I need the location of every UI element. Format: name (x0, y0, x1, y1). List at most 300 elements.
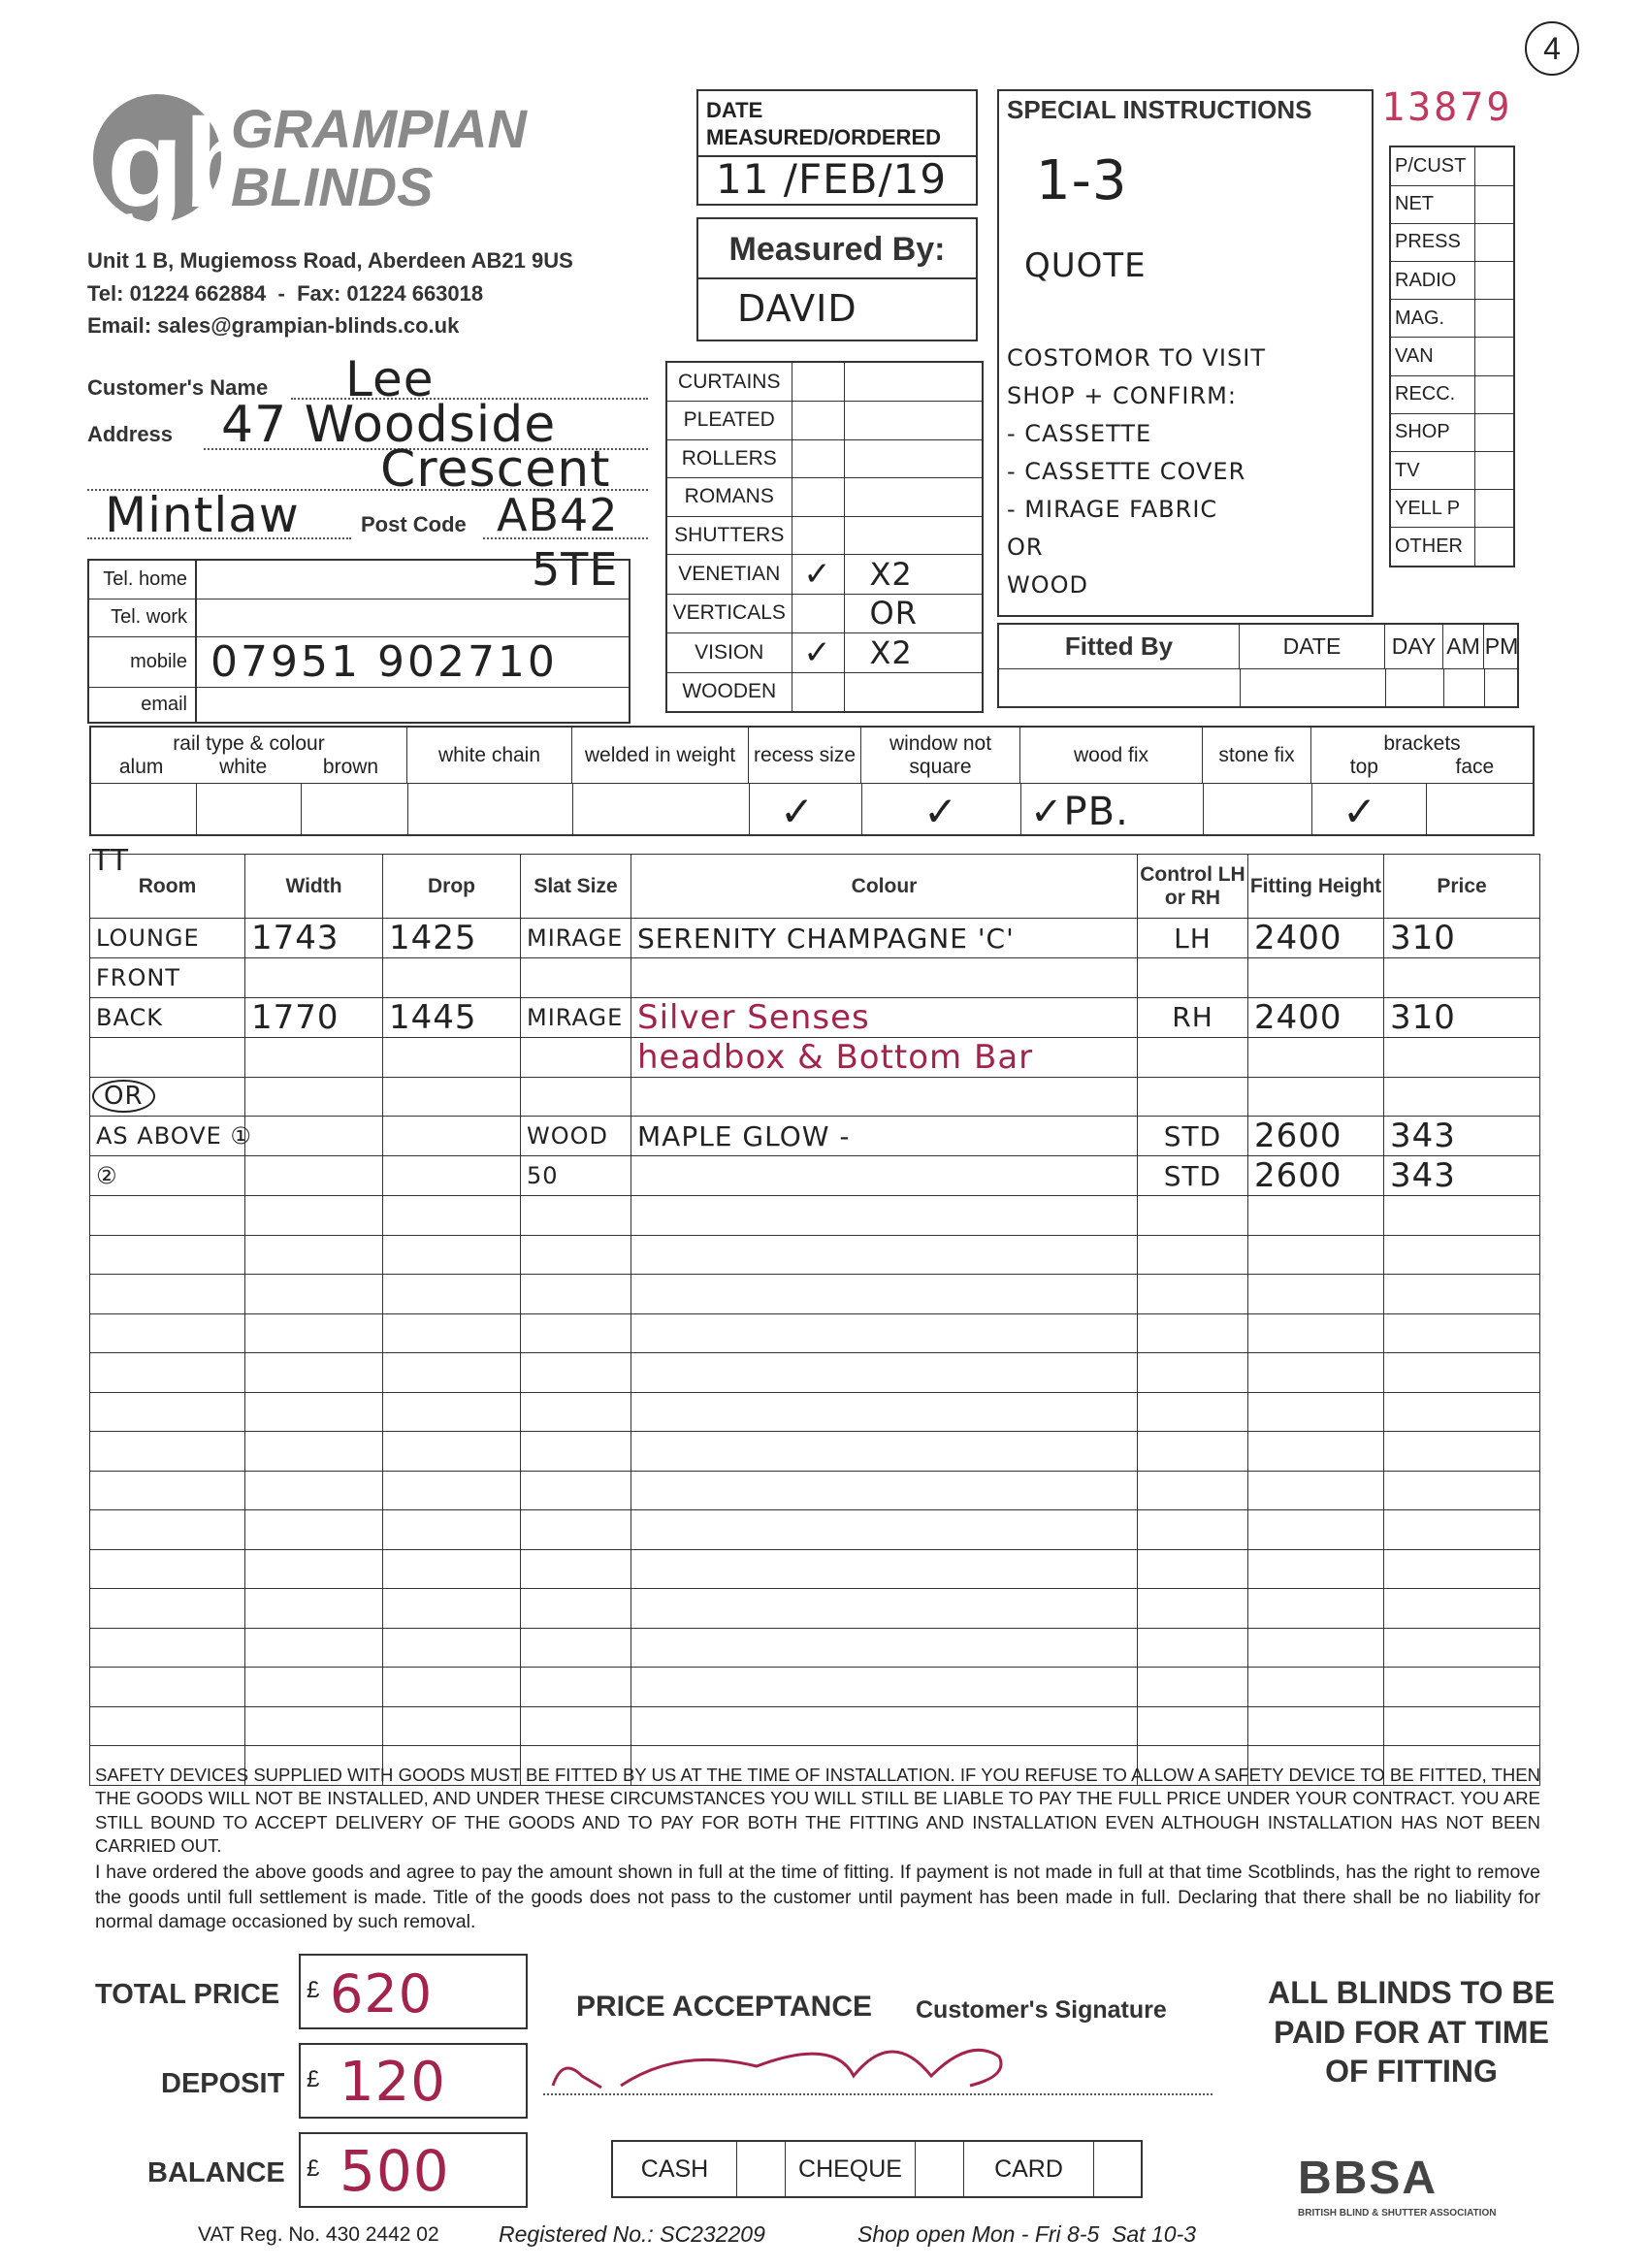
cell-colour (631, 1313, 1138, 1353)
blind-type-label: VENETIAN (667, 555, 792, 595)
blind-type-tick[interactable] (792, 672, 844, 711)
cell-drop (383, 1471, 521, 1510)
cell-price (1384, 1313, 1540, 1353)
cell-drop (383, 1706, 521, 1746)
cell-room (90, 1432, 245, 1472)
blind-type-label: PLEATED (667, 402, 792, 440)
cell-height: 2600 (1248, 1156, 1384, 1196)
safety-disclaimer: SAFETY DEVICES SUPPLIED WITH GOODS MUST BE FITTED BY US AT THE TIME OF INSTALLATION. IF YOU REFUSE TO ALLOW A SAFETY DEVICE TO BE FITTED, THEN THE GOODS WILL NOT BE INSTALLED, AND UNDER THESE CIRCUMSTANCES YOU WILL STILL BE LIABLE TO PAY THE FULL PRICE UNDER YOUR CONTRACT. YOU ARE STILL BOUND TO ACCEPT DELIVERY OF THE GOODS AND TO PAY FOR BOTH THE FITTING AND INSTALLATION EVEN ALTHOUGH INSTALLATION HAS NOT BEEN CARRIED OUT. (95, 1765, 1540, 1857)
cell-colour (631, 1353, 1138, 1393)
cell-slat: 50 (521, 1156, 631, 1196)
table-row (90, 1471, 1540, 1510)
cell-drop (383, 1117, 521, 1156)
cell-height (1248, 1313, 1384, 1353)
cell-slat (521, 1589, 631, 1629)
cell-height (1248, 1077, 1384, 1117)
cell-slat (521, 1628, 631, 1668)
cash-label: CASH (613, 2142, 737, 2196)
cell-width (245, 958, 383, 998)
email-label: email (89, 687, 196, 722)
table-row (90, 1668, 1540, 1707)
window-tick: ✓ (923, 788, 959, 835)
company-logo (87, 92, 261, 234)
cell-room: LOUNGE (90, 919, 245, 958)
source-check[interactable] (1474, 262, 1513, 300)
cell-colour: headbox & Bottom Bar (631, 1037, 1138, 1077)
date-label-2: MEASURED/ORDERED (706, 124, 942, 149)
special-instructions-box (997, 89, 1374, 617)
fitted-am-label: AM (1443, 625, 1484, 669)
special-notes (1007, 340, 1266, 604)
cell-control: RH (1138, 997, 1248, 1037)
special-line-1: 1-3 (1036, 149, 1128, 212)
postcode-value-2: 5TE (532, 543, 619, 596)
cell-colour: Silver Senses (631, 997, 1138, 1037)
cell-colour (631, 1275, 1138, 1314)
cell-width (245, 1353, 383, 1393)
cell-price (1384, 1275, 1540, 1314)
cell-slat (521, 1313, 631, 1353)
cell-drop (383, 1392, 521, 1432)
tel-work-label: Tel. work (89, 599, 196, 636)
phone-table (87, 559, 630, 724)
company-name-1: GRAMPIAN (231, 98, 527, 159)
date-value: 11 /FEB/19 (716, 155, 948, 203)
cell-slat (521, 1668, 631, 1707)
blind-type-note: X2 (844, 555, 982, 595)
cell-slat (521, 958, 631, 998)
postcode-value-1: AB42 (497, 489, 619, 541)
cell-height (1248, 958, 1384, 998)
cheque-box[interactable] (916, 2142, 964, 2196)
company-email: Email: sales@grampian-blinds.co.uk (87, 313, 460, 338)
recess-tick: ✓ (780, 788, 816, 835)
total-price-box (299, 1954, 528, 2029)
cell-room (90, 1510, 245, 1550)
col-colour: Colour (631, 855, 1138, 919)
fitted-day-label: DAY (1385, 625, 1443, 669)
cell-price: 343 (1384, 1117, 1540, 1156)
cell-height (1248, 1275, 1384, 1314)
fitted-date-label: DATE (1240, 625, 1385, 669)
cell-width (245, 1549, 383, 1589)
blind-type-note (844, 516, 982, 555)
table-row (90, 1275, 1540, 1314)
cell-drop (383, 1589, 521, 1629)
cell-drop (383, 1156, 521, 1196)
source-check[interactable] (1474, 452, 1513, 490)
cell-width (245, 1156, 383, 1196)
cell-room (90, 1235, 245, 1275)
table-row (90, 1510, 1540, 1550)
table-row (90, 1706, 1540, 1746)
cell-height (1248, 1589, 1384, 1629)
cell-width (245, 1706, 383, 1746)
cell-room: FRONT (90, 958, 245, 998)
cell-price (1384, 1432, 1540, 1472)
cell-colour (631, 1471, 1138, 1510)
cell-room (90, 1275, 245, 1314)
blind-types-table (665, 361, 984, 713)
cell-height (1248, 1037, 1384, 1077)
cell-room (90, 1196, 245, 1236)
cell-room (90, 1077, 245, 1117)
table-row (90, 1313, 1540, 1353)
cell-slat (521, 1353, 631, 1393)
cell-control (1138, 1353, 1248, 1393)
cell-drop (383, 1510, 521, 1550)
fitted-by-label: Fitted By (999, 625, 1240, 669)
customer-signature (543, 2018, 1048, 2105)
cell-price (1384, 1510, 1540, 1550)
blind-type-label: SHUTTERS (667, 516, 792, 555)
table-row (90, 997, 1540, 1037)
cell-price (1384, 1353, 1540, 1393)
blind-type-tick[interactable] (792, 363, 844, 402)
wood-fix-value: ✓PB. (1030, 790, 1129, 834)
cell-price (1384, 1077, 1540, 1117)
col-control: Control LH or RH (1138, 855, 1248, 919)
blind-type-label: CURTAINS (667, 363, 792, 402)
cell-price: 310 (1384, 919, 1540, 958)
source-label: TV (1391, 452, 1474, 490)
cell-colour: MAPLE GLOW - (631, 1117, 1138, 1156)
cell-slat (521, 1510, 631, 1550)
payment-notice: ALL BLINDS TO BE PAID FOR AT TIME OF FITTING (1268, 1975, 1555, 2090)
tel-home-label: Tel. home (89, 561, 196, 599)
face-label: face (1455, 755, 1495, 778)
cell-drop (383, 1196, 521, 1236)
cell-height (1248, 1235, 1384, 1275)
wood-fix-label: wood fix (1020, 728, 1203, 784)
blind-type-note: X2 (844, 632, 982, 672)
table-row (90, 958, 1540, 998)
customer-name: Lee (345, 351, 435, 407)
tel-home-value (196, 561, 629, 599)
customer-name-label: Customer's Name (87, 375, 269, 400)
blind-type-tick[interactable] (792, 402, 844, 440)
cell-width (245, 1668, 383, 1707)
top-label: top (1349, 755, 1378, 778)
currency: £ (307, 1977, 320, 2003)
cell-room: AS ABOVE ① (90, 1117, 245, 1156)
cell-control (1138, 1275, 1248, 1314)
cell-drop (383, 1549, 521, 1589)
cell-slat (521, 1471, 631, 1510)
cell-height (1248, 1668, 1384, 1707)
cell-drop (383, 1037, 521, 1077)
table-row (90, 1353, 1540, 1393)
currency: £ (307, 2066, 320, 2092)
source-check[interactable] (1474, 528, 1513, 566)
source-check[interactable] (1474, 223, 1513, 261)
cell-width (245, 1392, 383, 1432)
cell-price (1384, 1392, 1540, 1432)
cell-slat (521, 1037, 631, 1077)
room-mark: TT (92, 844, 130, 878)
cell-colour (631, 1668, 1138, 1707)
source-label: MAG. (1391, 300, 1474, 338)
cell-room (90, 1313, 245, 1353)
table-row (90, 1589, 1540, 1629)
cell-control (1138, 958, 1248, 998)
cell-slat (521, 1196, 631, 1236)
note-line: WOOD (1007, 571, 1088, 599)
table-row (90, 1235, 1540, 1275)
cell-slat (521, 1077, 631, 1117)
cell-width (245, 1196, 383, 1236)
note-line: SHOP + CONFIRM: (1007, 382, 1237, 409)
col-drop: Drop (383, 855, 521, 919)
blind-type-label: VERTICALS (667, 595, 792, 633)
source-check[interactable] (1474, 375, 1513, 413)
cell-drop (383, 1668, 521, 1707)
source-label: NET (1391, 185, 1474, 223)
cell-control (1138, 1628, 1248, 1668)
cell-room (90, 1706, 245, 1746)
blind-type-note (844, 439, 982, 478)
col-price: Price (1384, 855, 1540, 919)
measured-by-box (696, 217, 978, 341)
options-table (89, 726, 1535, 836)
cell-colour (631, 1156, 1138, 1196)
blind-type-note (844, 402, 982, 440)
source-check[interactable] (1474, 338, 1513, 375)
cell-control (1138, 1471, 1248, 1510)
cell-width (245, 1117, 383, 1156)
cell-room (90, 1353, 245, 1393)
cell-room (90, 1628, 245, 1668)
cell-price (1384, 958, 1540, 998)
rail-type-label: rail type & colour (173, 731, 325, 755)
source-label: YELL P (1391, 490, 1474, 528)
cell-control (1138, 1510, 1248, 1550)
table-row (90, 1432, 1540, 1472)
cash-box[interactable] (737, 2142, 786, 2196)
cell-room (90, 1037, 245, 1077)
cell-height (1248, 1510, 1384, 1550)
cell-room (90, 1668, 245, 1707)
cell-room (90, 1392, 245, 1432)
col-width: Width (245, 855, 383, 919)
cell-room (90, 1589, 245, 1629)
deposit-box (299, 2043, 528, 2119)
cell-colour (631, 1432, 1138, 1472)
total-price-label: TOTAL PRICE (95, 1979, 280, 2010)
note-line: - MIRAGE FABRIC (1007, 496, 1218, 523)
cell-drop (383, 958, 521, 998)
card-box[interactable] (1094, 2142, 1141, 2196)
cell-control (1138, 1313, 1248, 1353)
table-row (90, 1117, 1540, 1156)
blind-type-label: ROMANS (667, 478, 792, 517)
cell-width (245, 1235, 383, 1275)
blind-type-tick[interactable] (792, 439, 844, 478)
company-tel: Tel: 01224 662884 - Fax: 01224 663018 (87, 281, 484, 306)
table-row (90, 919, 1540, 958)
cell-price (1384, 1196, 1540, 1236)
cell-drop (383, 1077, 521, 1117)
bbsa-sub: BRITISH BLIND & SHUTTER ASSOCIATION (1298, 2208, 1497, 2219)
special-instructions-label: SPECIAL INSTRUCTIONS (1007, 95, 1312, 124)
source-label: P/CUST (1391, 147, 1474, 185)
cell-height (1248, 1432, 1384, 1472)
cell-slat (521, 1549, 631, 1589)
alum-label: alum (118, 755, 164, 778)
cell-slat: MIRAGE (521, 997, 631, 1037)
blind-type-tick[interactable] (792, 516, 844, 555)
currency: £ (307, 2155, 320, 2182)
mobile-label: mobile (89, 636, 196, 687)
table-row (90, 1392, 1540, 1432)
source-check[interactable] (1474, 185, 1513, 223)
cell-slat (521, 1392, 631, 1432)
cell-price (1384, 1706, 1540, 1746)
cell-drop (383, 1235, 521, 1275)
cell-price: 310 (1384, 997, 1540, 1037)
cell-height (1248, 1392, 1384, 1432)
cell-control: LH (1138, 919, 1248, 958)
cell-colour (631, 958, 1138, 998)
cell-width (245, 1037, 383, 1077)
cell-control: STD (1138, 1117, 1248, 1156)
card-label: CARD (964, 2142, 1094, 2196)
cell-price (1384, 1628, 1540, 1668)
cell-colour (631, 1706, 1138, 1746)
col-slat: Slat Size (521, 855, 631, 919)
table-row (90, 1549, 1540, 1589)
mobile-value: 07951 902710 (196, 636, 629, 687)
fitted-pm-label: PM (1484, 625, 1519, 669)
cell-price (1384, 1589, 1540, 1629)
date-label-1: DATE (706, 98, 763, 122)
cell-colour (631, 1628, 1138, 1668)
address-value-1: 47 Woodside (221, 396, 557, 454)
blind-type-tick[interactable]: ✓ (792, 632, 844, 672)
cell-room (90, 1471, 245, 1510)
col-room: TT Room (90, 855, 245, 919)
cell-width (245, 1313, 383, 1353)
measured-by-value: DAVID (737, 287, 857, 330)
blind-type-note (844, 363, 982, 402)
blind-type-tick[interactable] (792, 595, 844, 633)
email-value (196, 687, 629, 722)
cell-room (90, 1549, 245, 1589)
cell-slat (521, 1275, 631, 1314)
cell-control (1138, 1668, 1248, 1707)
blind-type-label: WOODEN (667, 672, 792, 711)
special-line-2: QUOTE (1024, 246, 1147, 285)
cell-drop (383, 1628, 521, 1668)
brackets-label: brackets (1383, 731, 1461, 755)
white-chain-label: white chain (407, 728, 572, 784)
cell-height (1248, 1706, 1384, 1746)
cell-price (1384, 1037, 1540, 1077)
price-acceptance-label: PRICE ACCEPTANCE (576, 1991, 873, 2023)
logo-initials: gb (107, 92, 261, 234)
cell-width (245, 1589, 383, 1629)
top-tick: ✓ (1342, 788, 1378, 835)
blind-type-tick[interactable] (792, 478, 844, 517)
cell-control: STD (1138, 1156, 1248, 1196)
source-check[interactable] (1474, 300, 1513, 338)
cell-control (1138, 1196, 1248, 1236)
address-label: Address (87, 422, 174, 446)
total-price-value: 620 (330, 1963, 434, 2025)
cell-height (1248, 1471, 1384, 1510)
shop-hours: Shop open Mon - Fri 8-5 Sat 10-3 (857, 2221, 1197, 2247)
cell-height (1248, 1628, 1384, 1668)
source-label: RADIO (1391, 262, 1474, 300)
payment-disclaimer: I have ordered the above goods and agree to pay the amount shown in full at the time of fitting. If payment is not made in full at that time Scotblinds, has the right to remove the goods until full settlement is made. Title of the goods does not pass to the customer until payment has been made in full. Declaring that there shall be no liability for normal damage occasioned by such removal. (95, 1862, 1540, 1933)
table-row (90, 1156, 1540, 1196)
note-line: COSTOMOR TO VISIT (1007, 344, 1266, 372)
blind-type-tick[interactable]: ✓ (792, 555, 844, 595)
cell-control (1138, 1392, 1248, 1432)
source-label: SHOP (1391, 413, 1474, 451)
cell-control (1138, 1235, 1248, 1275)
deposit-label: DEPOSIT (161, 2068, 285, 2099)
cell-width (245, 1471, 383, 1510)
page-number: 4 (1525, 21, 1579, 76)
source-check[interactable] (1474, 413, 1513, 451)
cell-colour (631, 1589, 1138, 1629)
payment-methods (611, 2140, 1143, 2198)
cell-width: 1770 (245, 997, 383, 1037)
source-label: OTHER (1391, 528, 1474, 566)
cell-width (245, 1432, 383, 1472)
blind-type-label: ROLLERS (667, 439, 792, 478)
blind-type-note (844, 478, 982, 517)
cheque-label: CHEQUE (786, 2142, 916, 2196)
window-label: window not square (861, 728, 1020, 784)
source-list (1389, 146, 1515, 567)
recess-label: recess size (749, 728, 861, 784)
cell-control (1138, 1037, 1248, 1077)
cell-colour (631, 1392, 1138, 1432)
col-height: Fitting Height (1248, 855, 1384, 919)
source-label: VAN (1391, 338, 1474, 375)
cell-price (1384, 1471, 1540, 1510)
signature-label: Customer's Signature (916, 1996, 1167, 2024)
tel-work-value (196, 599, 629, 636)
cell-control (1138, 1706, 1248, 1746)
table-row (90, 1037, 1540, 1077)
cell-slat: WOOD (521, 1117, 631, 1156)
brown-label: brown (322, 755, 379, 778)
vat-reg: VAT Reg. No. 430 2442 02 (198, 2223, 439, 2246)
table-row (90, 1196, 1540, 1236)
cell-drop: 1445 (383, 997, 521, 1037)
cell-width (245, 1628, 383, 1668)
cell-drop (383, 1275, 521, 1314)
note-line: - CASSETTE (1007, 420, 1152, 447)
deposit-value: 120 (340, 2051, 446, 2114)
postcode-label: Post Code (361, 512, 467, 536)
source-label: RECC. (1391, 375, 1474, 413)
source-check[interactable] (1474, 490, 1513, 528)
registered-no: Registered No.: SC232209 (499, 2221, 765, 2247)
fitted-by-table (997, 623, 1519, 708)
order-table (89, 844, 1539, 1786)
source-check[interactable] (1474, 147, 1513, 185)
cell-height (1248, 1196, 1384, 1236)
cell-colour (631, 1510, 1138, 1550)
cell-control (1138, 1549, 1248, 1589)
welded-label: welded in weight (572, 728, 749, 784)
cell-width (245, 1510, 383, 1550)
document-number: 13879 (1381, 85, 1513, 130)
